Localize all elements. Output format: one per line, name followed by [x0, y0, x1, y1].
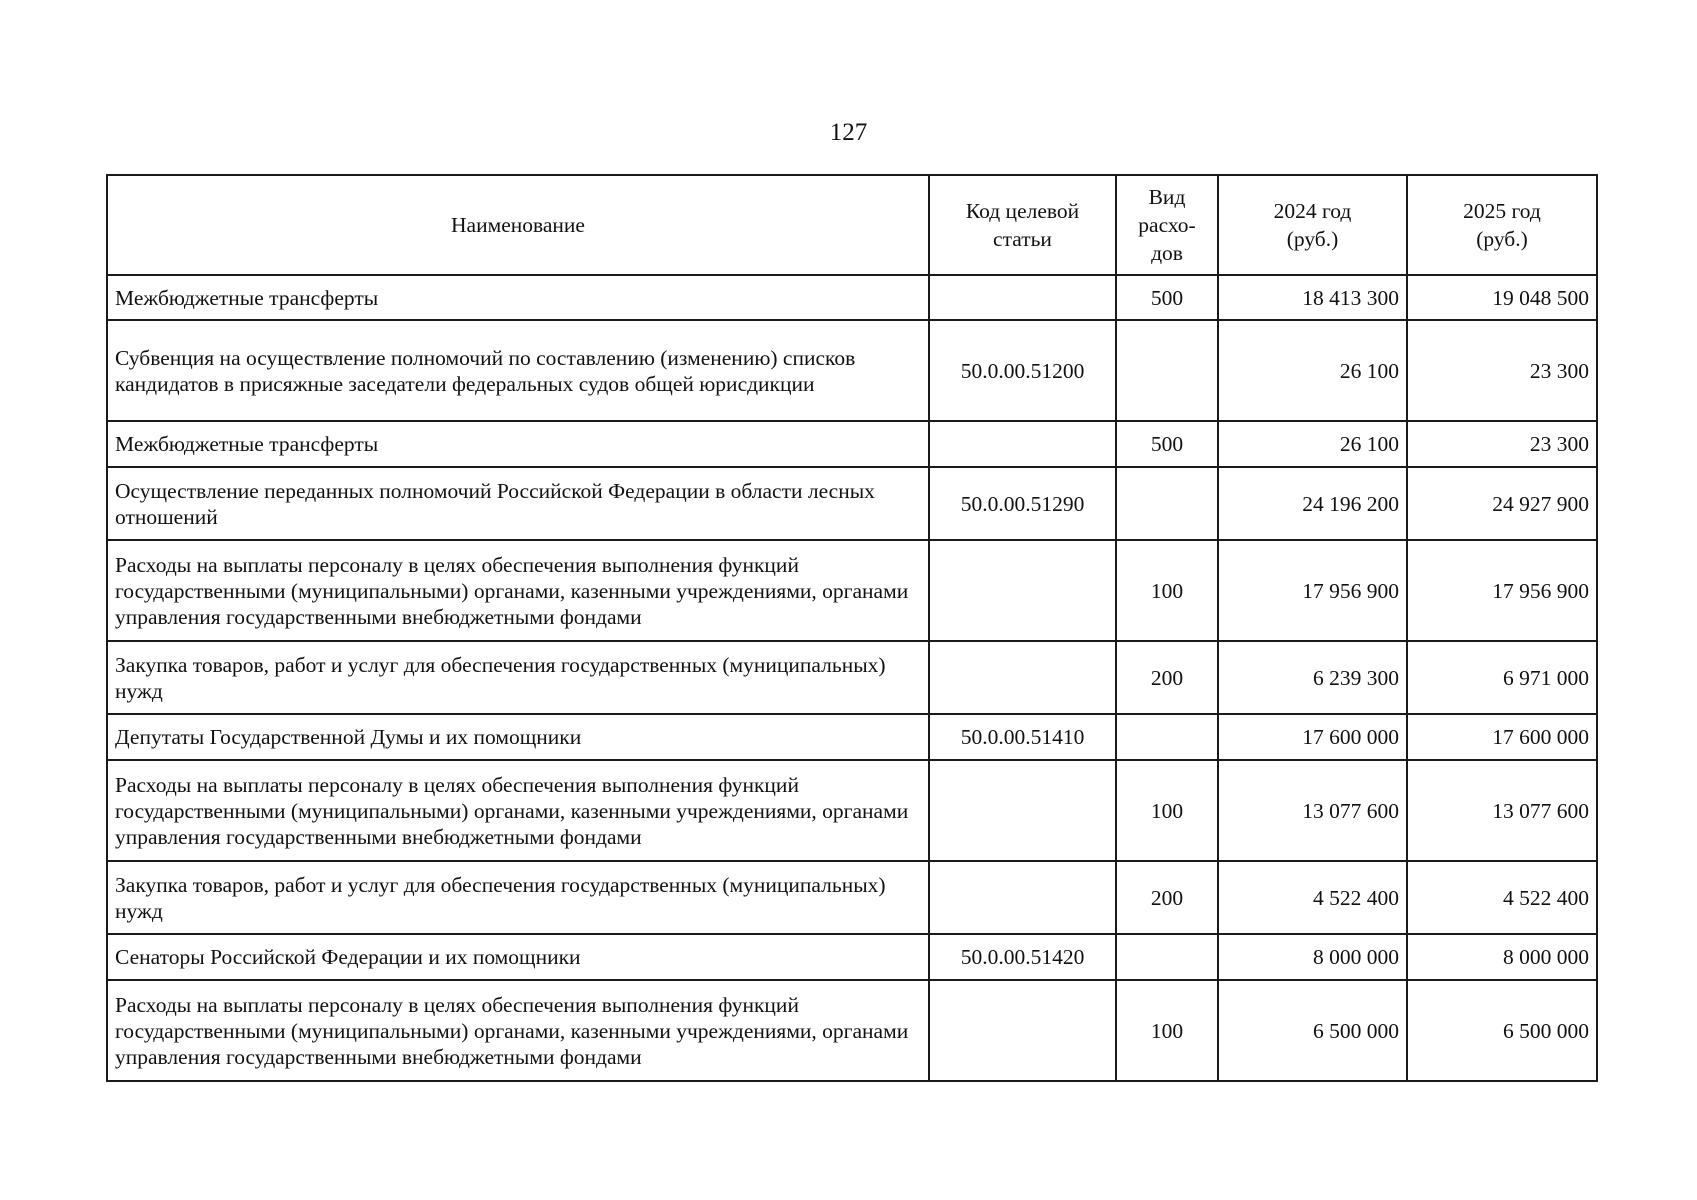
row-2024: 13 077 600 [1218, 760, 1407, 861]
row-2025: 6 500 000 [1407, 980, 1597, 1081]
table-row [107, 934, 1597, 980]
row-2024: 18 413 300 [1218, 275, 1407, 320]
table-row [107, 641, 1597, 714]
table-row [107, 980, 1597, 1081]
row-2025: 8 000 000 [1407, 934, 1597, 980]
row-2024: 6 500 000 [1218, 980, 1407, 1081]
table-row [107, 421, 1597, 467]
row-code [929, 760, 1116, 861]
table-row [107, 861, 1597, 934]
row-expense-type: 500 [1116, 275, 1218, 320]
header-code: Код целевой статьи [929, 175, 1116, 275]
row-2024: 26 100 [1218, 320, 1407, 421]
header-2024: 2024 год (руб.) [1218, 175, 1407, 275]
row-expense-type: 200 [1116, 641, 1218, 714]
table-row [107, 320, 1597, 421]
row-expense-type [1116, 934, 1218, 980]
row-code [929, 641, 1116, 714]
row-code: 50.0.00.51200 [929, 320, 1116, 421]
row-name: Расходы на выплаты персоналу в целях обеспечения выполнения функций государственными (муниципальными) органами, казенными учреждениями, органами управления государственными внебюджетными фондами [107, 980, 929, 1081]
row-2025: 17 600 000 [1407, 714, 1597, 760]
row-code [929, 861, 1116, 934]
row-2025: 17 956 900 [1407, 540, 1597, 641]
row-code [929, 980, 1116, 1081]
row-2025: 13 077 600 [1407, 760, 1597, 861]
row-code: 50.0.00.51410 [929, 714, 1116, 760]
row-name: Межбюджетные трансферты [107, 421, 929, 467]
row-expense-type [1116, 714, 1218, 760]
table-row [107, 760, 1597, 861]
row-name: Расходы на выплаты персоналу в целях обеспечения выполнения функций государственными (муниципальными) органами, казенными учреждениями, органами управления государственными внебюджетными фондами [107, 760, 929, 861]
table-row [107, 540, 1597, 641]
table-row [107, 275, 1597, 320]
row-expense-type: 100 [1116, 980, 1218, 1081]
row-2025: 23 300 [1407, 320, 1597, 421]
row-name: Осуществление переданных полномочий Российской Федерации в области лесных отношений [107, 467, 929, 540]
row-name: Закупка товаров, работ и услуг для обеспечения государственных (муниципальных) нужд [107, 641, 929, 714]
row-expense-type: 100 [1116, 540, 1218, 641]
row-2025: 19 048 500 [1407, 275, 1597, 320]
row-code: 50.0.00.51290 [929, 467, 1116, 540]
row-code [929, 540, 1116, 641]
header-name: Наименование [107, 175, 929, 275]
row-name: Межбюджетные трансферты [107, 275, 929, 320]
row-name: Депутаты Государственной Думы и их помощники [107, 714, 929, 760]
row-2025: 6 971 000 [1407, 641, 1597, 714]
budget-table [106, 174, 1598, 1082]
page-number: 127 [829, 119, 868, 146]
row-expense-type: 200 [1116, 861, 1218, 934]
row-expense-type: 100 [1116, 760, 1218, 861]
header-expense-type: Вид расхо-дов [1116, 175, 1218, 275]
row-code: 50.0.00.51420 [929, 934, 1116, 980]
row-2025: 24 927 900 [1407, 467, 1597, 540]
row-2024: 24 196 200 [1218, 467, 1407, 540]
table-row [107, 467, 1597, 540]
row-2024: 17 956 900 [1218, 540, 1407, 641]
row-name: Закупка товаров, работ и услуг для обеспечения государственных (муниципальных) нужд [107, 861, 929, 934]
row-expense-type [1116, 320, 1218, 421]
row-2025: 23 300 [1407, 421, 1597, 467]
row-name: Сенаторы Российской Федерации и их помощники [107, 934, 929, 980]
row-expense-type: 500 [1116, 421, 1218, 467]
row-2024: 8 000 000 [1218, 934, 1407, 980]
row-2024: 4 522 400 [1218, 861, 1407, 934]
table-header-row [107, 175, 1597, 275]
row-2024: 6 239 300 [1218, 641, 1407, 714]
table-row [107, 714, 1597, 760]
row-code [929, 275, 1116, 320]
row-code [929, 421, 1116, 467]
header-2025: 2025 год (руб.) [1407, 175, 1597, 275]
row-expense-type [1116, 467, 1218, 540]
row-2025: 4 522 400 [1407, 861, 1597, 934]
row-name: Расходы на выплаты персоналу в целях обеспечения выполнения функций государственными (муниципальными) органами, казенными учреждениями, органами управления государственными внебюджетными фондами [107, 540, 929, 641]
row-2024: 26 100 [1218, 421, 1407, 467]
row-2024: 17 600 000 [1218, 714, 1407, 760]
row-name: Субвенция на осуществление полномочий по составлению (изменению) списков кандидатов в присяжные заседатели федеральных судов общей юрисдикции [107, 320, 929, 421]
